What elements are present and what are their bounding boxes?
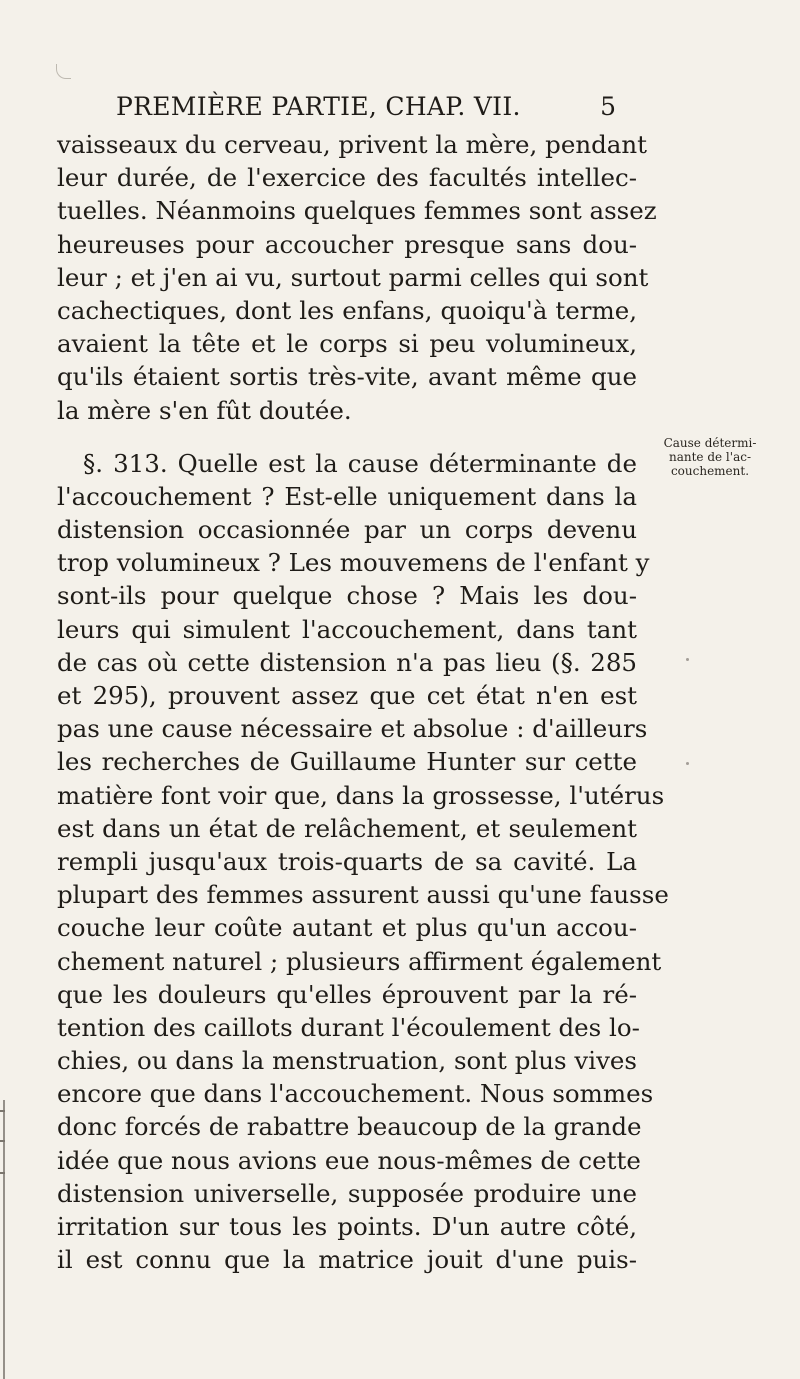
page-edge-tick <box>0 1140 5 1142</box>
page-edge-tick <box>0 1172 5 1174</box>
text-line: avaient la tête et le corps si peu volumineux, <box>57 329 637 359</box>
text-line: tuelles. Néanmoins quelques femmes sont assez <box>57 196 657 226</box>
paragraph-gap <box>57 427 637 447</box>
margin-note-line: couchement. <box>670 464 750 478</box>
text-line: couche leur coûte autant et plus qu'un accou- <box>57 913 637 943</box>
text-line: encore que dans l'accouchement. Nous sommes <box>57 1079 654 1109</box>
text-line: la mère s'en fût doutée. <box>57 395 352 425</box>
page-edge-tick <box>0 1110 5 1112</box>
ink-mark <box>56 64 71 79</box>
body-text <box>57 128 669 1276</box>
text-line: sont-ils pour quelque chose ? Mais les dou- <box>57 581 637 611</box>
text-line: idée que nous avions eue nous-mêmes de cette <box>57 1145 641 1175</box>
text-line: §. 313. Quelle est la cause déterminante de <box>83 448 637 478</box>
paragraph-1 <box>57 128 657 427</box>
text-line: est dans un état de relâchement, et seulement <box>57 813 637 843</box>
margin-note-line: Cause détermi- <box>663 436 757 450</box>
text-line: chies, ou dans la menstruation, sont plus vives <box>57 1046 637 1076</box>
text-line: distension occasionnée par un corps devenu <box>57 515 637 545</box>
text-line: donc forcés de rabattre beaucoup de la grande <box>57 1112 642 1142</box>
text-line: heureuses pour accoucher presque sans dou- <box>57 229 637 259</box>
text-line: vaisseaux du cerveau, privent la mère, pendant <box>57 130 648 159</box>
running-title: PREMIÈRE PARTIE, CHAP. VII. <box>116 92 521 121</box>
page-number: 5 <box>600 92 616 121</box>
text-line: leur durée, de l'exercice des facultés intellec- <box>57 163 637 193</box>
margin-note-line: nante de l'ac- <box>668 450 751 464</box>
text-line: cachectiques, dont les enfans, quoiqu'à terme, <box>57 295 637 325</box>
text-line: irritation sur tous les points. D'un autre côté, <box>57 1212 637 1241</box>
text-line: les recherches de Guillaume Hunter sur cette <box>57 747 637 777</box>
text-line: leur ; et j'en ai vu, surtout parmi celles qui sont <box>57 262 649 292</box>
text-line: qu'ils étaient sortis très-vite, avant même que <box>57 362 637 392</box>
text-line: de cas où cette distension n'a pas lieu (§. 285 <box>57 647 637 677</box>
text-line: chement naturel ; plusieurs affirment également <box>57 946 662 976</box>
paragraph-2 <box>57 447 669 1277</box>
running-head <box>116 92 616 128</box>
text-line: leurs qui simulent l'accouchement, dans tant <box>57 614 637 644</box>
text-line: l'accouchement ? Est-elle uniquement dans la <box>57 481 637 511</box>
paper-speck <box>686 658 689 661</box>
text-line: trop volumineux ? Les mouvemens de l'enfant y <box>57 548 650 578</box>
text-line: matière font voir que, dans la grossesse, l'utérus <box>57 780 665 810</box>
margin-note <box>660 436 760 478</box>
text-line: et 295), prouvent assez que cet état n'en est <box>57 681 637 710</box>
text-line: plupart des femmes assurent aussi qu'une fausse <box>57 880 669 910</box>
text-line: rempli jusqu'aux trois-quarts de sa cavité. La <box>57 846 637 876</box>
paper-speck <box>686 762 689 765</box>
text-line: il est connu que la matrice jouit d'une puis- <box>57 1245 637 1275</box>
text-line: que les douleurs qu'elles éprouvent par la ré- <box>57 979 637 1009</box>
text-line: distension universelle, supposée produire une <box>57 1178 637 1208</box>
text-line: pas une cause nécessaire et absolue : d'ailleurs <box>57 714 648 744</box>
text-line: tention des caillots durant l'écoulement des lo- <box>57 1012 640 1042</box>
